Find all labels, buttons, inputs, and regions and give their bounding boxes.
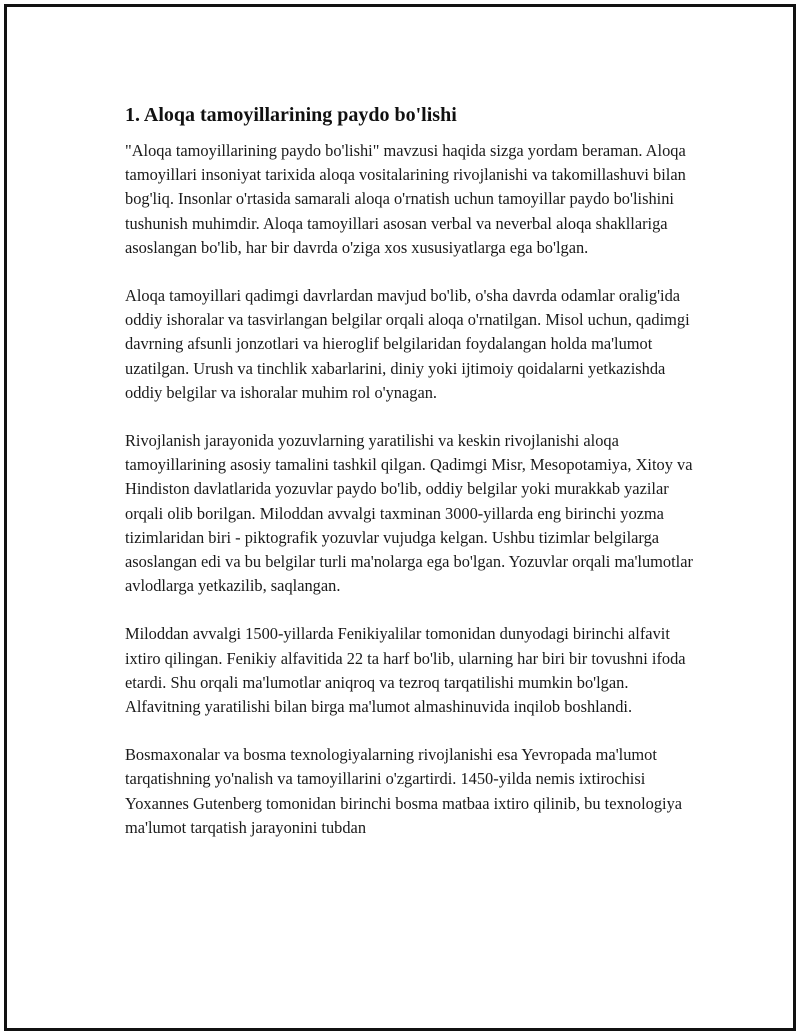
document-body (125, 102, 693, 840)
paragraph-phoenician-alphabet: Miloddan avvalgi 1500-yillarda Fenikiyalilar tomonidan dunyodagi birinchi alfavit ixtiro qilingan. Fenikiy alfavitida 22 ta harf bo'lib, ularning har biri bir tovushni ifoda etardi. Shu orqali ma'lumotlar aniqroq va tezroq tarqatilishi mumkin bo'lgan. Alfavitning yaratilishi bilan birga ma'lumot almashinuvida inqilob boshlandi. (125, 624, 686, 717)
paragraph-introduction: "Aloqa tamoyillarining paydo bo'lishi" mavzusi haqida sizga yordam beraman. Aloqa tamoyillari insoniyat tarixida aloqa vositalarining rivojlanishi va takomillashuvi bilan bog'liq. Insonlar o'rtasida samarali aloqa o'rnatish uchun tamoyillar paydo bo'lishini tushunish muhimdir. Aloqa tamoyillari asosan verbal va neverbal aloqa shakllariga asoslangan bo'lib, har bir davrda o'ziga xos xususiyatlarga ega bo'lgan. (125, 141, 686, 257)
paragraph-ancient-communication: Aloqa tamoyillari qadimgi davrlardan mavjud bo'lib, o'sha davrda odamlar oralig'ida oddiy ishoralar va tasvirlangan belgilar orqali aloqa o'rnatilgan. Misol uchun, qadimgi davrning afsunli jonzotlari va hieroglif belgilaridan foydalangan holda ma'lumot uzatilgan. Urush va tinchlik xabarlarini, diniy yoki ijtimoiy qoidalarni yetkazishda oddiy belgilar va ishoralar muhim rol o'ynagan. (125, 286, 690, 402)
section-heading: 1. Aloqa tamoyillarining paydo bo'lishi (125, 104, 457, 126)
paragraph-writing-systems: Rivojlanish jarayonida yozuvlarning yaratilishi va keskin rivojlanishi aloqa tamoyillarining asosiy tamalini tashkil qilgan. Qadimgi Misr, Mesopotamiya, Xitoy va Hindiston davlatlarida yozuvlar paydo bo'lib, oddiy belgilar yoki murakkab yazilar orqali olib borilgan. Miloddan avvalgi taxminan 3000-yillarda eng birinchi yozma tizimlaridan biri - piktografik yozuvlar vujudga kelgan. Ushbu tizimlar belgilarga asoslangan edi va bu belgilar turli ma'nolarga ega bo'lgan. Yozuvlar orqali ma'lumotlar avlodlarga yetkazilib, saqlangan. (125, 431, 693, 596)
paragraph-printing-press: Bosmaxonalar va bosma texnologiyalarning rivojlanishi esa Yevropada ma'lumot tarqatishning yo'nalish va tamoyillarini o'zgartirdi. 1450-yilda nemis ixtirochisi Yoxannes Gutenberg tomonidan birinchi bosma matbaa ixtiro qilinib, bu texnologiya ma'lumot tarqatish jarayonini tubdan (125, 745, 683, 837)
document-page (4, 4, 796, 1031)
